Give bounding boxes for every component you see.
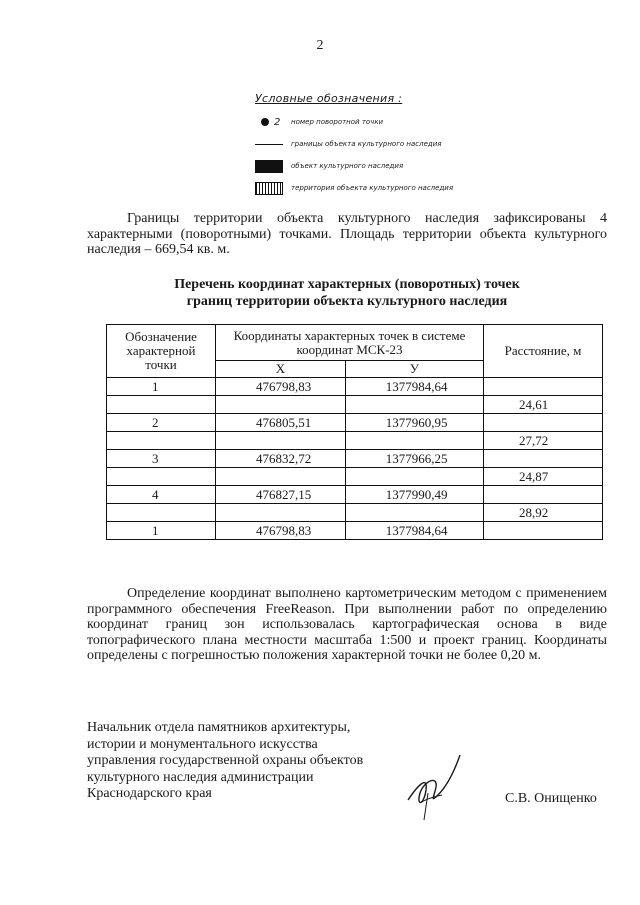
segment-distance: 28,92 [484, 504, 603, 522]
x-coordinate: 476832,72 [216, 450, 346, 468]
y-coordinate: 1377984,64 [345, 522, 483, 540]
x-coordinate: 476827,15 [216, 486, 346, 504]
point-number: 4 [107, 486, 216, 504]
page-number: 2 [316, 38, 324, 53]
empty-cell [216, 504, 346, 522]
empty-cell [345, 468, 483, 486]
header-x: X [216, 361, 346, 378]
table-heading [87, 276, 607, 310]
header-designation: Обозначение характерной точки [107, 325, 216, 378]
y-coordinate: 1377990,49 [345, 486, 483, 504]
empty-cell [216, 468, 346, 486]
empty-cell [345, 396, 483, 414]
x-coordinate: 476805,51 [216, 414, 346, 432]
distance-empty [484, 450, 603, 468]
table-row [107, 414, 603, 432]
legend-item-point [255, 111, 555, 133]
table-row [107, 468, 603, 486]
table-row [107, 522, 603, 540]
segment-distance: 24,61 [484, 396, 603, 414]
method-paragraph: Определение координат выполнено картометрическим методом с применением программного обеспечения FreeReason. При выполнении работ по определению координат границ зон использовалась картографическая основа в виде топографического плана местности масштаба 1:500 и проект границ. Координаты определены с погрешностью положения характерной точки не более 0,20 м. [87, 586, 607, 663]
point-number: 3 [107, 450, 216, 468]
legend-label: границы объекта культурного наследия [291, 140, 442, 148]
header-y: У [345, 361, 483, 378]
legend-label: номер поворотной точки [291, 118, 384, 126]
segment-distance: 27,72 [484, 432, 603, 450]
legend-item-boundary [255, 133, 555, 155]
signatory-line: Краснодарского края [87, 786, 212, 801]
coordinates-table [106, 324, 603, 540]
boundary-line-icon [255, 144, 285, 145]
signatory-name: С.В. Онищенко [505, 791, 597, 806]
distance-empty [484, 414, 603, 432]
distance-empty [484, 486, 603, 504]
x-coordinate: 476798,83 [216, 522, 346, 540]
signatory-position [87, 720, 387, 803]
table-heading-line-2: границ территории объекта культурного наследия [186, 294, 508, 309]
empty-cell [107, 432, 216, 450]
table-row [107, 450, 603, 468]
distance-empty [484, 378, 603, 396]
filled-box-icon [255, 160, 285, 173]
intro-paragraph: Границы территории объекта культурного наследия зафиксированы 4 характерными (поворотными) точками. Площадь территории объекта культурного наследия – 669,54 кв. м. [87, 211, 607, 257]
coordinates-table-body [107, 378, 603, 540]
point-marker-icon: 2 [255, 117, 285, 128]
signatory-line: Начальник отдела памятников архитектуры, [87, 720, 351, 735]
hatched-box-icon [255, 182, 285, 195]
empty-cell [107, 504, 216, 522]
table-row [107, 378, 603, 396]
signatory-line: истории и монументального искусства [87, 736, 318, 752]
legend-item-object [255, 155, 555, 177]
point-number: 1 [107, 522, 216, 540]
empty-cell [216, 432, 346, 450]
legend-item-territory [255, 177, 555, 199]
legend [255, 92, 555, 199]
signatory-line: управления государственной охраны объектов [87, 753, 364, 768]
table-row [107, 504, 603, 522]
point-number: 2 [107, 414, 216, 432]
legend-title: Условные обозначения : [255, 92, 403, 105]
empty-cell [107, 468, 216, 486]
table-row [107, 432, 603, 450]
signatory-line: культурного наследия администрации [87, 769, 314, 785]
legend-label: объект культурного наследия [291, 162, 404, 170]
table-row [107, 486, 603, 504]
empty-cell [107, 396, 216, 414]
y-coordinate: 1377960,95 [345, 414, 483, 432]
y-coordinate: 1377966,25 [345, 450, 483, 468]
header-distance: Расстояние, м [484, 325, 603, 378]
y-coordinate: 1377984,64 [345, 378, 483, 396]
header-coordinates: Координаты характерных точек в системе координат МСК-23 [216, 325, 484, 361]
segment-distance: 24,87 [484, 468, 603, 486]
empty-cell [345, 432, 483, 450]
empty-cell [345, 504, 483, 522]
legend-label: территория объекта культурного наследия [291, 184, 454, 192]
table-row [107, 396, 603, 414]
handwritten-signature [398, 745, 468, 825]
table-heading-line-1: Перечень координат характерных (поворотных) точек [174, 277, 520, 292]
point-number: 1 [107, 378, 216, 396]
distance-empty [484, 522, 603, 540]
x-coordinate: 476798,83 [216, 378, 346, 396]
empty-cell [216, 396, 346, 414]
